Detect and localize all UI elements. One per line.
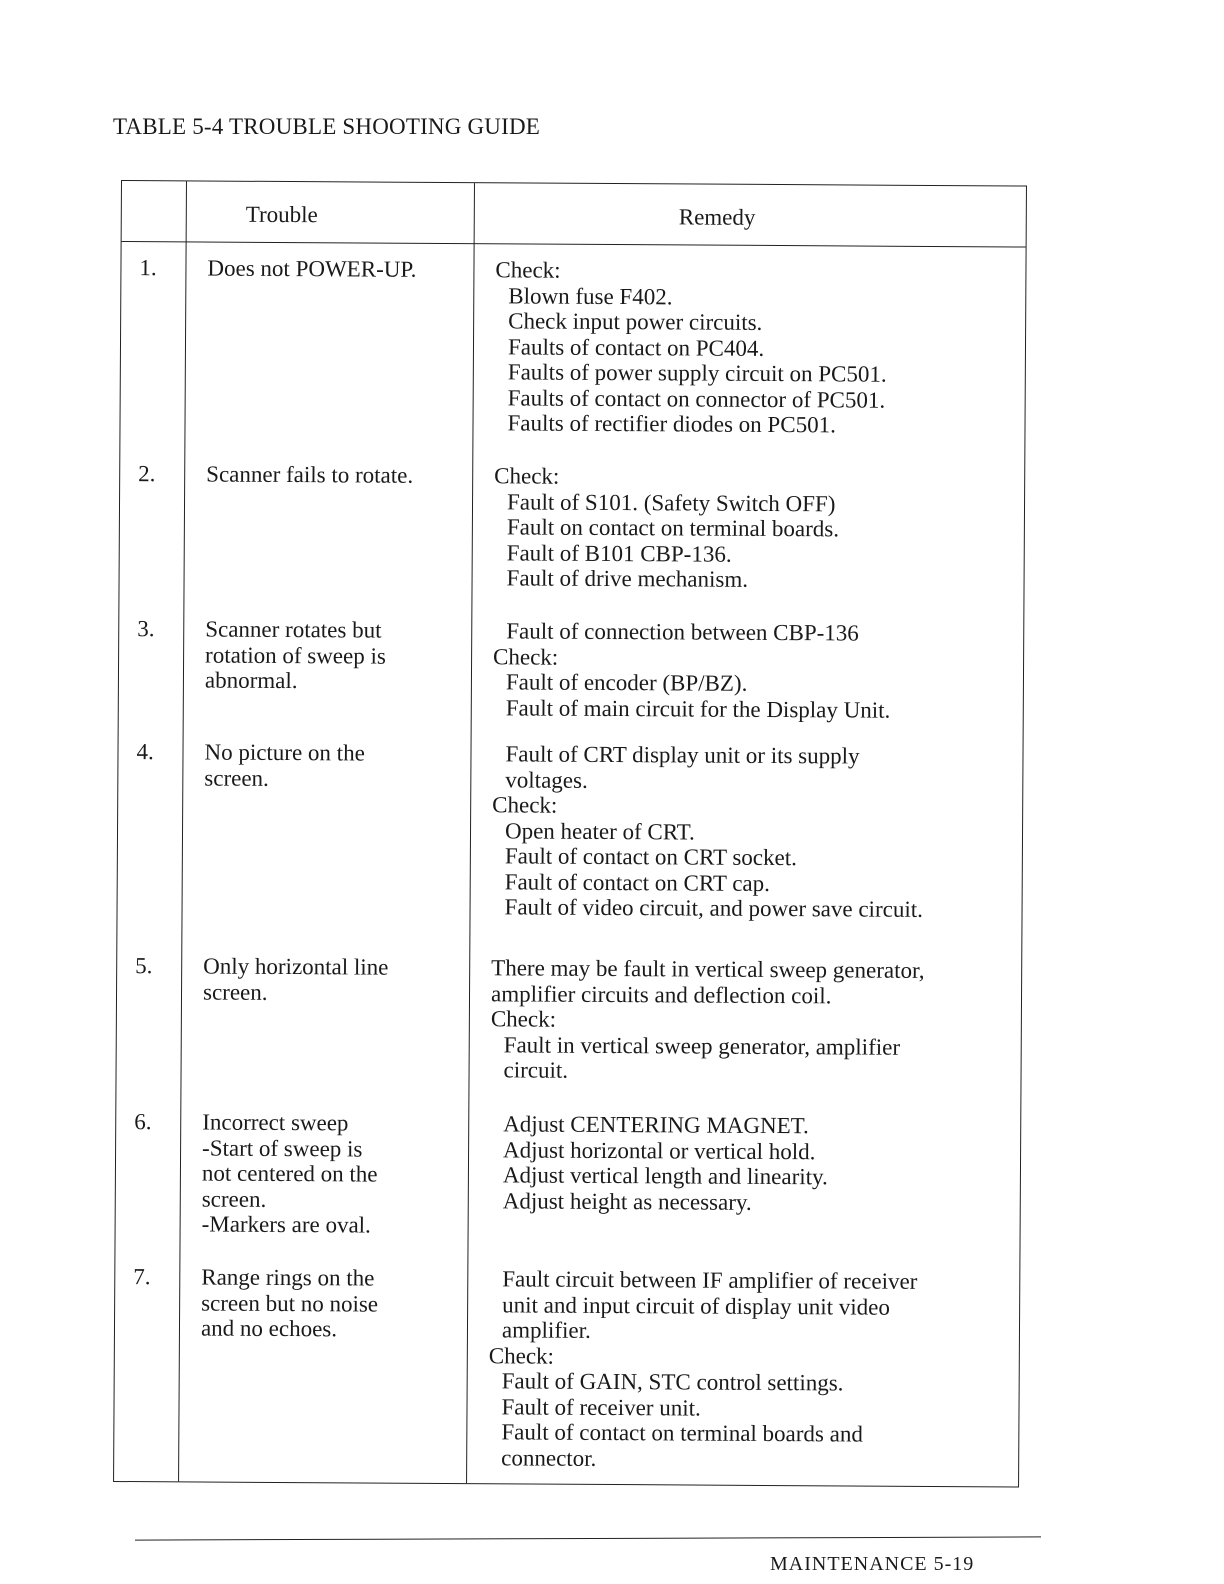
remedy-line: amplifier circuits and deflection coil. [490, 980, 832, 1008]
remedy-line: Fault circuit between IF amplifier of receiver [502, 1266, 918, 1294]
remedy-line: Fault of main circuit for the Display Unit. [505, 694, 891, 723]
trouble-line: not centered on the [201, 1160, 378, 1187]
remedy-line: voltages. [505, 766, 588, 793]
trouble-line: and no echoes. [200, 1315, 338, 1342]
header-divider [122, 241, 1026, 248]
trouble-line: screen. [201, 1186, 267, 1212]
remedy-cell [494, 257, 1030, 439]
row-number: 6. [134, 1109, 152, 1135]
trouble-line: abnormal. [204, 667, 298, 694]
remedy-cell [490, 1111, 1026, 1216]
trouble-cell [207, 256, 469, 283]
remedy-line: Adjust height as necessary. [502, 1187, 752, 1215]
remedy-line: Fault of contact on terminal boards and [501, 1419, 863, 1447]
remedy-cell [490, 955, 1026, 1086]
remedy-line: Fault of CRT display unit or its supply [505, 741, 860, 769]
row-number: 4. [136, 739, 154, 765]
remedy-cell [493, 618, 1029, 723]
trouble-line: Does not POWER-UP. [207, 255, 417, 282]
row-number: 5. [135, 953, 153, 979]
table-row [116, 1109, 1020, 1238]
page-footer: MAINTENANCE 5-19 [770, 1553, 975, 1575]
trouble-cell [202, 1110, 465, 1239]
remedy-line: Open heater of CRT. [504, 817, 695, 845]
remedy-cell [491, 741, 1027, 923]
remedy-line: Fault of contact on CRT socket. [504, 843, 797, 871]
remedy-line: There may be fault in vertical sweep generator, [491, 955, 925, 983]
remedy-line: Adjust vertical length and linearity. [502, 1162, 828, 1190]
remedy-line: connector. [501, 1444, 597, 1471]
remedy-line: Faults of rectifier diodes on PC501. [507, 410, 836, 438]
column-divider [178, 181, 187, 1481]
remedy-line: unit and input circuit of display unit video [502, 1291, 890, 1320]
trouble-line: screen. [204, 765, 269, 791]
trouble-cell [206, 462, 468, 489]
row-number: 3. [137, 616, 155, 642]
header-remedy: Remedy [678, 204, 756, 230]
row-number: 1. [139, 255, 157, 281]
remedy-line: Blown fuse F402. [508, 282, 673, 309]
trouble-line: Incorrect sweep [202, 1109, 349, 1136]
trouble-line: No picture on the [204, 739, 365, 766]
trouble-line: screen but no noise [201, 1290, 379, 1317]
trouble-line: rotation of sweep is [205, 642, 386, 669]
trouble-line: Scanner rotates but [205, 616, 382, 643]
remedy-line: Faults of power supply circuit on PC501. [507, 359, 887, 387]
trouble-cell [204, 740, 466, 793]
trouble-line: Range rings on the [201, 1264, 375, 1291]
table-row [119, 739, 1023, 922]
table-row [122, 255, 1026, 438]
remedy-line: Faults of contact on PC404. [507, 333, 765, 361]
remedy-line: Fault in vertical sweep generator, amplifier [503, 1031, 901, 1060]
trouble-line: -Markers are oval. [201, 1211, 371, 1238]
remedy-line: Fault of drive mechanism. [506, 565, 749, 592]
remedy-line: Fault of encoder (BP/BZ). [505, 669, 748, 696]
remedy-line: amplifier. [501, 1317, 591, 1343]
row-number: 7. [133, 1264, 151, 1290]
trouble-line: Only horizontal line [203, 953, 389, 980]
trouble-cell [205, 617, 467, 695]
remedy-line: Check: [495, 257, 561, 283]
table-row [119, 616, 1023, 723]
remedy-line: Fault of contact on CRT cap. [504, 868, 770, 896]
remedy-line: Fault of video circuit, and power save circuit. [504, 894, 923, 922]
trouble-line: Scanner fails to rotate. [206, 461, 414, 488]
table-row [120, 461, 1024, 592]
trouble-cell [201, 1265, 463, 1343]
remedy-line: Check: [488, 1342, 555, 1369]
remedy-line: Check: [490, 1006, 557, 1032]
page-title: TABLE 5-4 TROUBLE SHOOTING GUIDE [113, 114, 541, 139]
column-divider [466, 183, 475, 1483]
remedy-line: Fault of GAIN, STC control settings. [501, 1368, 844, 1396]
trouble-shooting-table [113, 180, 1027, 1488]
table-row [115, 1264, 1019, 1471]
remedy-line: circuit. [503, 1057, 569, 1083]
remedy-line: Adjust CENTERING MAGNET. [503, 1111, 809, 1139]
remedy-cell [493, 463, 1029, 594]
trouble-line: screen. [202, 979, 268, 1005]
trouble-line: -Start of sweep is [202, 1135, 363, 1161]
trouble-cell [203, 954, 465, 1007]
table-row [117, 953, 1021, 1083]
remedy-cell [488, 1266, 1024, 1473]
remedy-line: Check: [494, 463, 560, 489]
remedy-line: Fault of B101 CBP-136. [506, 539, 732, 567]
remedy-line: Fault of connection between CBP-136 [506, 618, 859, 646]
header-trouble: Trouble [245, 201, 318, 228]
footer-rule [135, 1536, 1041, 1540]
row-number: 2. [138, 461, 156, 487]
remedy-line: Faults of contact on connector of PC501. [507, 384, 886, 413]
remedy-line: Adjust horizontal or vertical hold. [503, 1136, 816, 1164]
remedy-line: Check: [493, 643, 559, 670]
remedy-line: Check: [492, 792, 558, 818]
remedy-line: Fault on contact on terminal boards. [506, 514, 840, 542]
remedy-line: Fault of S101. (Safety Switch OFF) [506, 488, 836, 516]
remedy-line: Check input power circuits. [508, 308, 763, 335]
remedy-line: Fault of receiver unit. [501, 1393, 701, 1421]
